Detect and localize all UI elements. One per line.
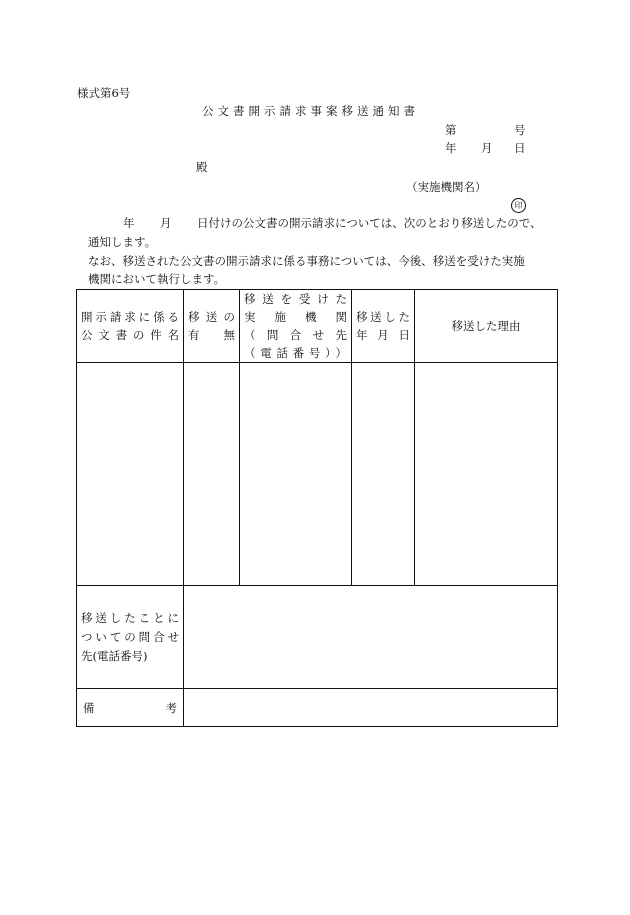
doc-number-suffix: 号 — [514, 123, 526, 137]
body-line2: 通知します。 — [88, 235, 157, 249]
header-transfer-reason: 移送した理由 — [415, 290, 558, 363]
cell-transfer-status[interactable] — [184, 363, 240, 586]
seal-mark — [511, 197, 526, 213]
remarks-row — [77, 689, 558, 727]
body-line1: 日付けの公文書の開示請求については、次のとおり移送したので、 — [197, 216, 542, 230]
table-row — [77, 363, 558, 586]
form-number: 様式第6号 — [77, 86, 131, 100]
contact-value[interactable] — [184, 586, 558, 689]
body-year: 年 — [123, 216, 135, 230]
cell-subject[interactable] — [77, 363, 184, 586]
agency-name-label: （実施機関名） — [406, 180, 487, 194]
table-header-row — [77, 290, 558, 363]
contact-row — [77, 586, 558, 689]
transfer-table — [76, 289, 558, 727]
body-line3: なお、移送された公文書の開示請求に係る事務については、今後、移送を受けた実施 — [88, 254, 525, 268]
contact-label: 移送したことに ついての問合せ 先(電話番号) — [77, 586, 184, 689]
header-subject: 開示請求に係る 公文書の件名 — [77, 290, 184, 363]
date-month: 月 — [481, 141, 493, 155]
cell-receiving-agency[interactable] — [240, 363, 352, 586]
cell-transfer-reason[interactable] — [415, 363, 558, 586]
doc-number-prefix: 第 — [445, 123, 457, 137]
cell-transfer-date[interactable] — [352, 363, 415, 586]
date-year: 年 — [445, 141, 457, 155]
document-title: 公文書開示請求事案移送通知書 — [202, 104, 419, 118]
seal-icon: 印 — [511, 198, 526, 213]
addressee-honorific: 殿 — [196, 160, 208, 174]
header-receiving-agency: 移送を受けた 実施機関 （問合せ先 （電話番号）） — [240, 290, 352, 363]
date-day: 日 — [514, 141, 526, 155]
header-transfer-status: 移送の 有 無 — [184, 290, 240, 363]
header-transfer-date: 移送した 年月日 — [352, 290, 415, 363]
remarks-label: 備 考 — [77, 689, 184, 727]
remarks-value[interactable] — [184, 689, 558, 727]
body-month: 月 — [160, 216, 172, 230]
body-line4: 機関において執行します。 — [88, 272, 226, 286]
